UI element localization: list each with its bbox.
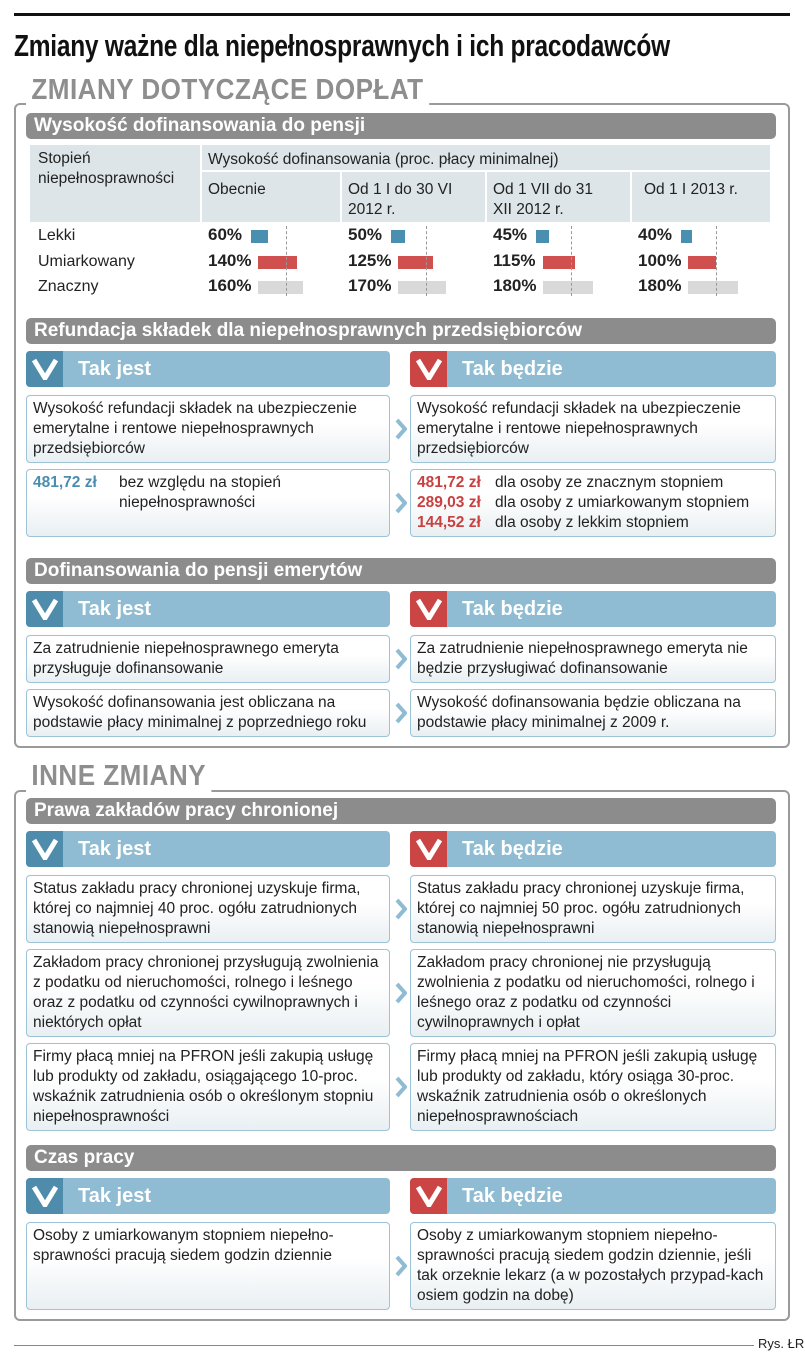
value-label: 140% (208, 250, 252, 270)
value-label: 180% (638, 276, 682, 295)
value-bar (398, 256, 433, 269)
header-label: Tak będzie (462, 837, 563, 860)
arrow-right-icon (392, 492, 410, 514)
column-header: Od 1 I 2013 r. (644, 181, 738, 198)
current-state-box (26, 469, 390, 537)
band-title: Czas pracy (26, 1145, 776, 1171)
box-text: Firmy płacą mniej na PFRON jeśli zakupią usługę lub produkty od zakładu, który osiąga 30-proc. wskaźnik zatrudnienia osób o określonych niepełnosprawnościach (417, 1048, 758, 1125)
value-label: 60% (208, 225, 243, 244)
future-state-box (410, 875, 776, 943)
tak-bedzie-header (410, 831, 776, 867)
section-heading-inne: INNE ZMIANY (26, 760, 211, 793)
value-bar (681, 230, 692, 243)
arrow-right-icon (392, 648, 410, 670)
value-label: 115% (493, 250, 536, 270)
checkmark-icon (410, 351, 447, 387)
value-label: 40% (638, 225, 673, 244)
value-bar (688, 256, 716, 269)
current-state-box (26, 395, 390, 463)
row-label: Umiarkowany (38, 252, 135, 270)
current-state-box (26, 1043, 390, 1131)
amount-value: 144,52 zł (417, 514, 481, 531)
comparison-row (26, 635, 776, 683)
header-label: Tak będzie (462, 1184, 563, 1207)
checkmark-icon (26, 831, 63, 867)
future-state-box (410, 469, 776, 537)
footer-rule (14, 1345, 754, 1346)
current-state-box (26, 949, 390, 1037)
tak-bedzie-header (410, 351, 776, 387)
current-state-box (26, 1222, 390, 1310)
box-text: Zakładom pracy chronionej nie przysługują zwolnienia z podatku od nieruchomości, rolnego i leśnego oraz z podatku od czynności cywilnoprawnych i opłat (417, 954, 755, 1031)
row-label: Znaczny (38, 278, 99, 295)
comparison-row (26, 469, 776, 537)
amount-description: dla osoby z umiarkowanym stopniem (495, 494, 750, 511)
amount-line (417, 493, 769, 513)
column-header: Od 1 VII do 31 XII 2012 r. (493, 181, 593, 218)
box-text: Status zakładu pracy chronionej uzyskuje firma, której co najmniej 50 proc. ogółu zatrudnionych stanowią niepełnosprawni (417, 880, 745, 937)
checkmark-icon (26, 351, 63, 387)
value-bar (688, 281, 738, 294)
comparison-row (26, 875, 776, 943)
amount-description: dla osoby ze znacznym stopniem (495, 474, 724, 491)
header-row (26, 831, 776, 867)
header-label: Tak jest (78, 357, 151, 380)
future-state-box (410, 395, 776, 463)
comparison-row (26, 395, 776, 463)
box-text: Osoby z umiarkowanym stopniem niepełno-sprawności pracują siedem godzin dziennie (33, 1227, 334, 1264)
future-state-box (410, 689, 776, 737)
box-text: Za zatrudnienie niepełnosprawnego emeryta przysługuje dofinansowanie (33, 640, 339, 677)
header-row (26, 351, 776, 387)
band-title: Prawa zakładów pracy chronionej (26, 798, 776, 824)
current-state-box (26, 689, 390, 737)
column-divider (485, 170, 487, 222)
tak-bedzie-header (410, 1178, 776, 1214)
header-row (26, 1178, 776, 1214)
value-bar (391, 230, 405, 243)
header-row (26, 591, 776, 627)
arrow-right-icon (392, 418, 410, 440)
amount-value: 481,72 zł (417, 474, 481, 491)
amount-line (417, 513, 769, 533)
comparison-row (26, 1222, 776, 1310)
block-czas-pracy (26, 1145, 776, 1310)
header-label: Tak jest (78, 597, 151, 620)
box-text: Za zatrudnienie niepełnosprawnego emeryta nie będzie przysługiwać dofinansowanie (417, 640, 748, 677)
tak-jest-header (26, 831, 390, 867)
box-text: Zakładom pracy chronionej przysługują zwolnienia z podatku od nieruchomości, rolnego i leśnego oraz z podatku od czynności cywilnoprawnych i niektórych opłat (33, 954, 379, 1031)
value-label: 180% (493, 276, 537, 295)
header-label: Tak jest (78, 837, 151, 860)
arrow-right-icon (392, 982, 410, 1004)
top-rule (14, 13, 790, 16)
column-header: Od 1 I do 30 VI 2012 r. (348, 181, 453, 218)
row-label: Lekki (38, 227, 76, 244)
checkmark-icon (410, 1178, 447, 1214)
comparison-row (26, 1043, 776, 1131)
value-label: 50% (348, 225, 383, 244)
reference-line-100 (716, 226, 717, 296)
header-label: Tak będzie (462, 357, 563, 380)
tak-jest-header (26, 591, 390, 627)
checkmark-icon (410, 591, 447, 627)
rows (26, 635, 776, 737)
column-divider (200, 145, 202, 222)
amount-description: dla osoby z lekkim stopniem (495, 514, 689, 531)
rows (26, 395, 776, 537)
column-divider (630, 170, 632, 222)
amount-line (417, 473, 769, 493)
box-text: Osoby z umiarkowanym stopniem niepełno-sprawności pracują siedem godzin dziennie, jeśli tak orzeknie lekarz (a w pozostałych przypad-kach osiem godzin na dobę) (417, 1227, 764, 1304)
value-label: 45% (493, 225, 528, 244)
arrow-right-icon (392, 898, 410, 920)
amount-value: 289,03 zł (417, 494, 481, 511)
value-bar (258, 256, 297, 269)
future-state-box (410, 635, 776, 683)
checkmark-icon (410, 831, 447, 867)
value-label: 100% (638, 250, 682, 270)
band-title: Wysokość dofinansowania do pensji (26, 113, 776, 139)
checkmark-icon (26, 591, 63, 627)
box-text: Wysokość dofinansowania jest obliczana na podstawie płacy minimalnej z poprzedniego roku (33, 694, 367, 731)
page-title: Zmiany ważne dla niepełnosprawnych i ich pracodawców (14, 28, 670, 63)
box-text: Wysokość dofinansowania będzie obliczana na podstawie płacy minimalnej z 2009 r. (417, 694, 741, 731)
band-title: Refundacja składek dla niepełnosprawnych przedsiębiorców (26, 318, 776, 344)
tak-bedzie-header (410, 591, 776, 627)
reference-line-100 (426, 226, 427, 296)
tak-jest-header (26, 351, 390, 387)
amount-value: 481,72 zł (33, 474, 97, 491)
rows (26, 1222, 776, 1310)
current-state-box (26, 875, 390, 943)
value-label: 125% (348, 250, 392, 270)
amount-line (33, 473, 383, 513)
block-refundacja (26, 318, 776, 537)
box-text: Wysokość refundacji składek na ubezpieczenie emerytalne i rentowe niepełnosprawnych przedsiębiorców (33, 400, 357, 457)
section-heading-doplaty: ZMIANY DOTYCZĄCE DOPŁAT (26, 74, 429, 107)
current-state-box (26, 635, 390, 683)
group-header: Wysokość dofinansowania (proc. płacy minimalnej) (208, 151, 559, 168)
credit: Rys. ŁR (758, 1336, 805, 1351)
band-title: Dofinansowania do pensji emerytów (26, 558, 776, 584)
value-bar (258, 281, 303, 294)
column-divider (340, 170, 342, 222)
rows (26, 875, 776, 1131)
block-emeryci (26, 558, 776, 737)
reference-line-100 (571, 226, 572, 296)
block-zpch (26, 798, 776, 1131)
box-text: Firmy płacą mniej na PFRON jeśli zakupią usługę lub produkty od zakładu, osiągającego 10-proc. wskaźnik zatrudnienia osób o określonym stopniu niepełnosprawności (33, 1048, 374, 1125)
future-state-box (410, 1222, 776, 1310)
value-bar (536, 230, 549, 243)
box-text: Wysokość refundacji składek na ubezpieczenie emerytalne i rentowe niepełnosprawnych przedsiębiorców (417, 400, 741, 457)
amount-description: bez względu na stopień niepełnosprawności (119, 474, 282, 511)
value-label: 170% (348, 276, 392, 295)
future-state-box (410, 949, 776, 1037)
table-band (26, 113, 776, 139)
future-state-box (410, 1043, 776, 1131)
reference-line-100 (286, 226, 287, 296)
value-bar (543, 281, 593, 294)
value-bar (251, 230, 268, 243)
header-label: Tak jest (78, 1184, 151, 1207)
column-divider (200, 170, 770, 172)
box-text: Status zakładu pracy chronionej uzyskuje firma, której co najmniej 40 proc. ogółu zatrudnionych stanowią niepełnosprawni (33, 880, 361, 937)
header-label: Tak będzie (462, 597, 563, 620)
value-bar (398, 281, 446, 294)
arrow-right-icon (392, 1255, 410, 1277)
row-header: Stopień niepełnosprawności (38, 150, 175, 187)
checkmark-icon (26, 1178, 63, 1214)
tak-jest-header (26, 1178, 390, 1214)
arrow-right-icon (392, 702, 410, 724)
value-label: 160% (208, 276, 252, 295)
column-header: Obecnie (208, 181, 266, 198)
comparison-row (26, 689, 776, 737)
comparison-row (26, 949, 776, 1037)
arrow-right-icon (392, 1076, 410, 1098)
